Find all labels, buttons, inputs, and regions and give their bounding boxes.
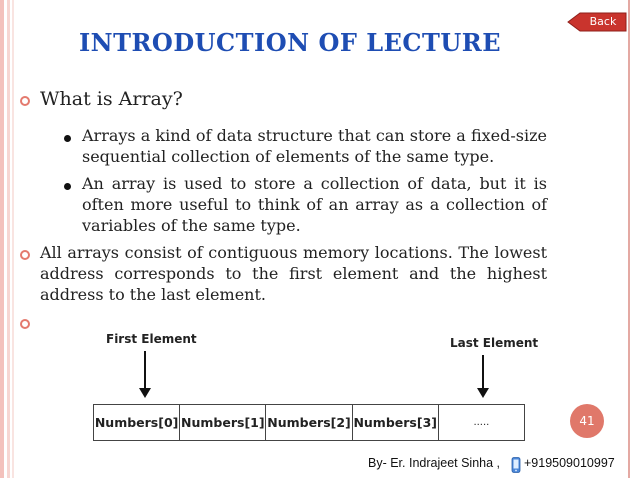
array-cells [93, 404, 525, 441]
square-bullet-icon [64, 183, 71, 190]
last-element-label: Last Element [450, 336, 539, 350]
array-cell: Numbers[0] [94, 405, 180, 440]
first-element-label: First Element [106, 332, 197, 346]
down-arrow-icon [477, 388, 489, 398]
slide-title: INTRODUCTION OF LECTURE [78, 28, 502, 57]
array-cell: Numbers[1] [180, 405, 266, 440]
circle-bullet-icon [20, 250, 30, 260]
page-number-badge: 41 [570, 404, 604, 438]
phone-icon [511, 457, 521, 473]
circle-bullet-icon [20, 319, 30, 329]
first-element-arrow [144, 351, 146, 389]
circle-bullet-icon [20, 96, 30, 106]
down-arrow-icon [139, 388, 151, 398]
bullet-text: What is Array? [40, 88, 183, 110]
bullet-text: All arrays consist of contiguous memory locations. The lowest address corresponds to the first element and the highest address to the last element. [40, 243, 547, 304]
left-border-stripe [0, 0, 4, 478]
sub-bullet-text: Arrays a kind of data structure that can store a fixed-size sequential collection of elements of the same type. [82, 126, 547, 166]
back-label[interactable]: Back [589, 15, 617, 28]
footer-phone: +919509010997 [524, 456, 615, 470]
last-element-arrow [482, 355, 484, 389]
square-bullet-icon [64, 135, 71, 142]
right-border-line [628, 0, 630, 478]
footer-author: By- Er. Indrajeet Sinha , [368, 456, 501, 470]
sub-bullet-text: An array is used to store a collection of data, but it is often more useful to think of an array as a collection of variables of the same type. [82, 174, 547, 235]
left-border-stripe [12, 0, 14, 478]
array-cell: ..... [473, 417, 490, 428]
left-border-stripe [7, 0, 10, 478]
array-cell: Numbers[3] [353, 405, 439, 440]
array-cell: Numbers[2] [266, 405, 352, 440]
